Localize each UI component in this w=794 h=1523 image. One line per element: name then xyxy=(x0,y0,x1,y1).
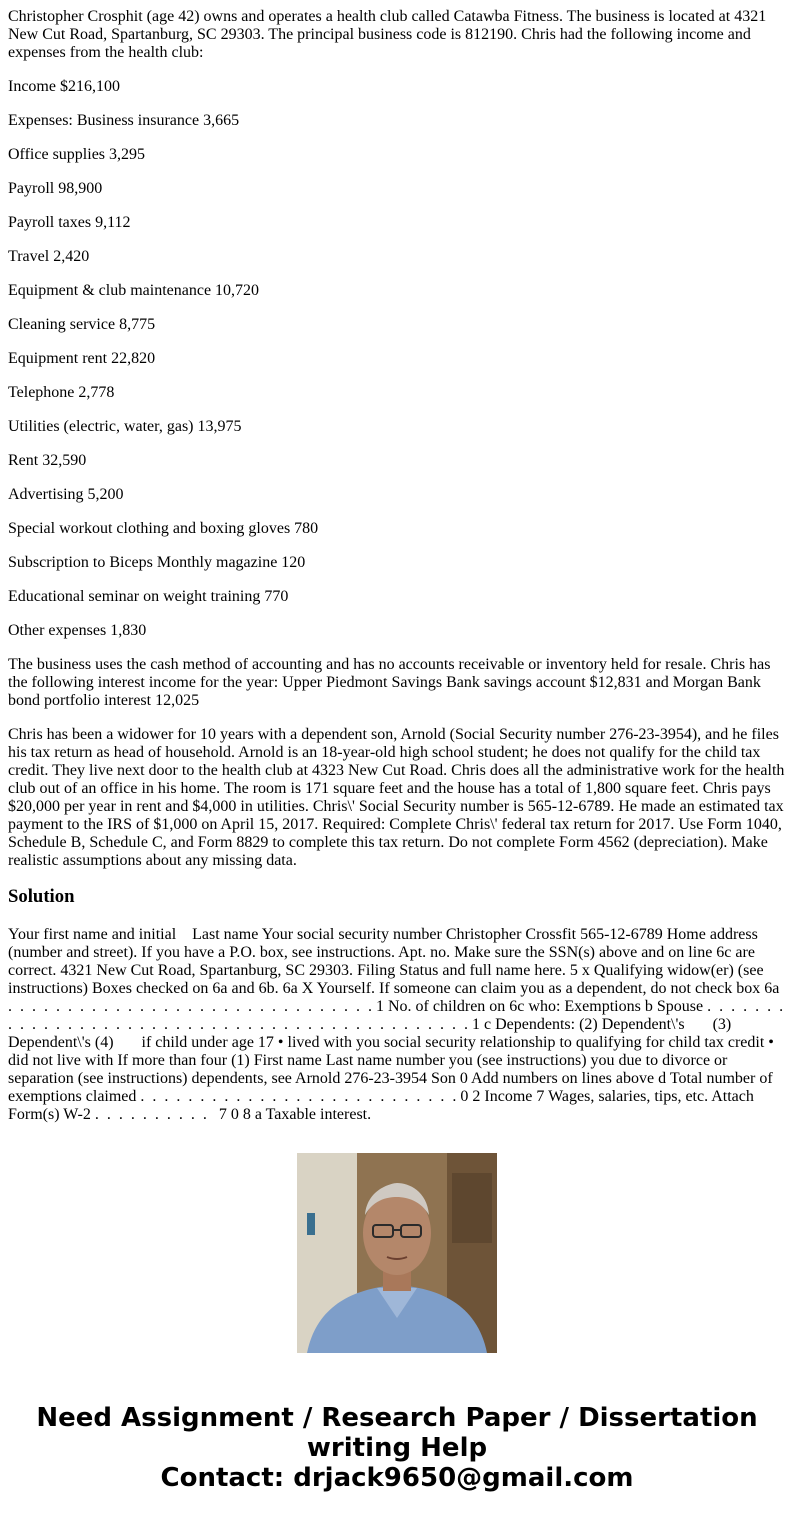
line-item: Telephone 2,778 xyxy=(8,384,115,401)
line-item: Rent 32,590 xyxy=(8,452,87,469)
problem-intro: Christopher Crosphit (age 42) owns and operates a health club called Catawba Fitness. The business is located at 4321 New Cut Road, Spartanburg, SC 29303. The principal business code is 812190. Chris had the following income and expenses from the health club: xyxy=(8,8,767,61)
line-item: Income $216,100 xyxy=(8,78,120,95)
details-paragraph: Chris has been a widower for 10 years with a dependent son, Arnold (Social Security number 276-23-3954), and he files his tax return as head of household. Arnold is an 18-year-old high school student; he does not qualify for the child tax credit. They live next door to the health club at 4323 New Cut Road. Chris does all the administrative work for the health club out of an office in his home. The room is 171 square feet and the house has a total of 1,800 square feet. Chris pays $20,000 per year in rent and $4,000 in utilities. Chris\' Social Security number is 565-12-6789. He made an estimated tax payment to the IRS of $1,000 on April 15, 2017. Required: Complete Chris\' federal tax return for 2017. Use Form 1040, Schedule B, Schedule C, and Form 8829 to complete this tax return. Do not complete Form 4562 (depreciation). Make realistic assumptions about any missing data. xyxy=(8,726,785,869)
promo-banner xyxy=(0,1403,794,1493)
solution-heading: Solution xyxy=(8,886,75,907)
line-item: Advertising 5,200 xyxy=(8,486,124,503)
line-item: Expenses: Business insurance 3,665 xyxy=(8,112,240,129)
line-item: Office supplies 3,295 xyxy=(8,146,146,163)
line-item: Utilities (electric, water, gas) 13,975 xyxy=(8,418,242,435)
line-item: Equipment rent 22,820 xyxy=(8,350,156,367)
promo-contact: Contact: drjack9650@gmail.com xyxy=(160,1463,634,1493)
promo-line: Need Assignment / Research Paper / Dissertation xyxy=(36,1403,758,1433)
person-photo-icon xyxy=(297,1153,497,1353)
line-item: Special workout clothing and boxing gloves 780 xyxy=(8,520,319,537)
document-body xyxy=(8,8,792,1123)
line-item: Cleaning service 8,775 xyxy=(8,316,156,333)
line-item: Educational seminar on weight training 770 xyxy=(8,588,289,605)
line-item: Equipment & club maintenance 10,720 xyxy=(8,282,260,299)
promo-line: writing Help xyxy=(306,1433,488,1463)
cash-method-paragraph: The business uses the cash method of accounting and has no accounts receivable or inventory held for resale. Chris has the following interest income for the year: Upper Piedmont Savings Bank savings account $12,831 and Morgan Bank bond portfolio interest 12,025 xyxy=(8,656,771,709)
line-item: Subscription to Biceps Monthly magazine 120 xyxy=(8,554,306,571)
solution-text: Your first name and initial Last name Your social security number Christopher Crossfit 565-12-6789 Home address (number and street). If you have a P.O. box, see instructions. Apt. no. Make sure the SSN(s) above and on line 6c are correct. 4321 New Cut Road, Spartanburg, SC 29303. Filing Status and full name here. 5 x Qualifying widow(er) (see instructions) Boxes checked on 6a and 6b. 6a X Yourself. If someone can claim you as a dependent, do not check box 6a . . . . . . . . . . . . . . . . . . . . . . . . . . . . . . . 1 No. of children on 6c who: Exemptions b Spouse . . . . . . . . . . . . . . . . . . . . . . . . . . . . . . . . . . . . . . . . . . . . . . 1 c Dependents: (2) Dependent\'s (3) Dependent\'s (4) if child under age 17 • lived with you social security relationship to qualifying for child tax credit • did not live with If more than four (1) First name Last name number you (see instructions) you due to divorce or separation (see instructions) dependents, see Arnold 276-23-3954 Son 0 Add numbers on lines above d Total number of exemptions claimed . . . . . . . . . . . . . . . . . . . . . . . . . . . 0 2 Income 7 Wages, salaries, tips, etc. Attach Form(s) W-2 . . . . . . . . . . 7 0 8 a Taxable interest. xyxy=(8,926,792,1123)
author-avatar xyxy=(297,1153,497,1353)
line-item: Travel 2,420 xyxy=(8,248,90,265)
line-item: Other expenses 1,830 xyxy=(8,622,147,639)
line-item: Payroll 98,900 xyxy=(8,180,103,197)
line-item: Payroll taxes 9,112 xyxy=(8,214,131,231)
